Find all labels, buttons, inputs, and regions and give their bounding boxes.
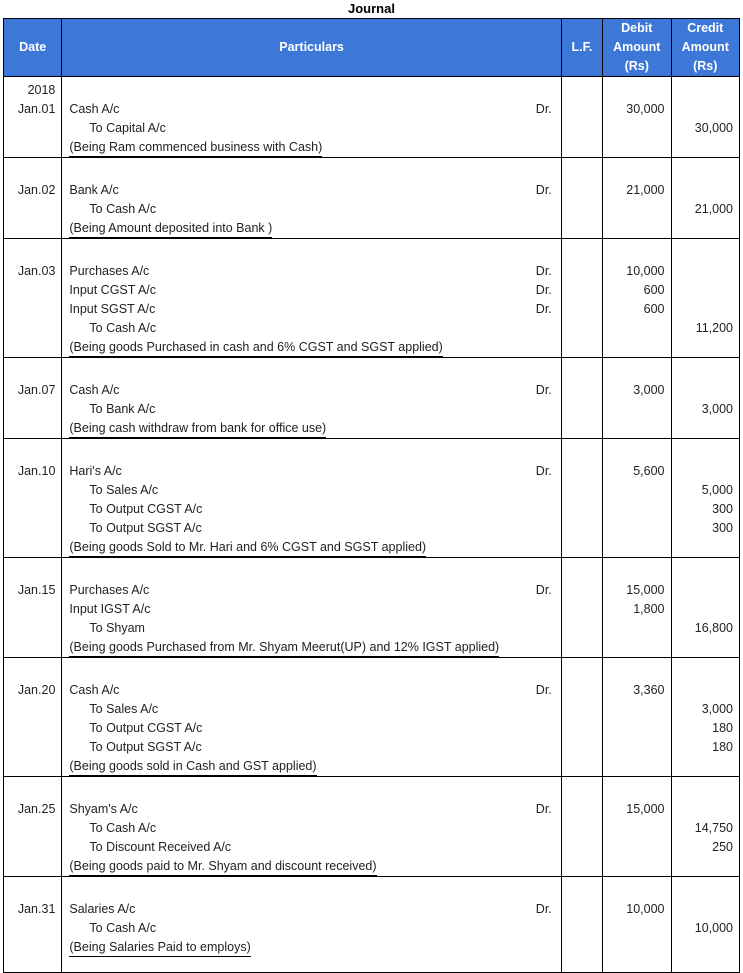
credit-amount: 300 bbox=[712, 502, 733, 516]
account-name: To Cash A/c bbox=[89, 821, 157, 835]
entry-particulars-cell bbox=[62, 558, 561, 658]
entry-lf-cell bbox=[561, 658, 602, 777]
debit-amount bbox=[603, 700, 664, 719]
credit-amount: 180 bbox=[712, 721, 733, 735]
account-name: To Sales A/c bbox=[89, 702, 159, 716]
entry-date-cell bbox=[4, 358, 62, 439]
journal-entry-row bbox=[4, 239, 740, 358]
narration: (Being Ram commenced business with Cash) bbox=[69, 138, 322, 157]
particular-line bbox=[69, 181, 560, 200]
journal-entry-row bbox=[4, 658, 740, 777]
account-name: To Output SGST A/c bbox=[89, 740, 202, 754]
narration: (Being cash withdraw from bank for office use) bbox=[69, 419, 326, 438]
account-name: To Output CGST A/c bbox=[89, 721, 203, 735]
debit-marker: Dr. bbox=[535, 464, 552, 478]
debit-marker: Dr. bbox=[535, 902, 552, 916]
account-name: Input IGST A/c bbox=[69, 602, 151, 616]
particular-line bbox=[69, 281, 560, 300]
debit-amount bbox=[603, 819, 664, 838]
entry-date: Jan.01 bbox=[17, 102, 56, 116]
credit-amount: 10,000 bbox=[694, 921, 733, 935]
debit-amount bbox=[603, 119, 664, 138]
debit-amount: 600 bbox=[643, 302, 665, 316]
debit-marker: Dr. bbox=[535, 283, 552, 297]
debit-marker: Dr. bbox=[535, 264, 552, 278]
credit-amount bbox=[672, 600, 734, 619]
entry-particulars-cell bbox=[62, 158, 561, 239]
credit-amount bbox=[672, 300, 734, 319]
entry-particulars-cell bbox=[62, 77, 561, 158]
account-name: To Discount Received A/c bbox=[89, 840, 232, 854]
narration-line bbox=[69, 857, 560, 876]
debit-marker: Dr. bbox=[535, 583, 552, 597]
journal-entry-row bbox=[4, 439, 740, 558]
particular-line bbox=[69, 900, 560, 919]
entry-debit-cell bbox=[603, 777, 671, 877]
narration-line bbox=[69, 338, 560, 357]
entry-date: Jan.25 bbox=[17, 802, 56, 816]
entry-date: Jan.07 bbox=[17, 383, 56, 397]
debit-marker: Dr. bbox=[535, 183, 552, 197]
account-name: Hari's A/c bbox=[69, 464, 122, 478]
debit-amount: 15,000 bbox=[626, 583, 665, 597]
narration: (Being goods Purchased in cash and 6% CGST and SGST applied) bbox=[69, 338, 442, 357]
account-name: To Cash A/c bbox=[89, 202, 157, 216]
debit-amount: 1,800 bbox=[633, 602, 665, 616]
credit-amount: 3,000 bbox=[701, 402, 733, 416]
entry-credit-cell bbox=[671, 439, 740, 558]
particular-line bbox=[69, 800, 560, 819]
particular-line bbox=[69, 300, 560, 319]
debit-amount bbox=[603, 619, 664, 638]
debit-amount bbox=[603, 838, 664, 857]
account-name: To Cash A/c bbox=[89, 321, 157, 335]
particular-line bbox=[69, 919, 560, 938]
journal-entry-row bbox=[4, 877, 740, 973]
particular-line bbox=[69, 119, 560, 138]
credit-amount: 30,000 bbox=[694, 121, 733, 135]
entry-date: Jan.31 bbox=[17, 902, 56, 916]
credit-amount bbox=[672, 262, 734, 281]
entry-credit-cell bbox=[671, 658, 740, 777]
narration-line bbox=[69, 757, 560, 776]
entry-date-cell bbox=[4, 239, 62, 358]
entry-credit-cell bbox=[671, 777, 740, 877]
particular-line bbox=[69, 400, 560, 419]
credit-amount bbox=[672, 181, 734, 200]
header-credit-line: Amount bbox=[681, 40, 729, 54]
header-credit bbox=[671, 19, 740, 77]
entry-credit-cell bbox=[671, 77, 740, 158]
entry-lf-cell bbox=[561, 877, 602, 973]
particular-line bbox=[69, 600, 560, 619]
debit-amount bbox=[603, 319, 664, 338]
debit-amount: 600 bbox=[643, 283, 665, 297]
header-credit-line: (Rs) bbox=[693, 59, 718, 73]
particular-line bbox=[69, 319, 560, 338]
header-particulars: Particulars bbox=[62, 19, 561, 77]
particular-line bbox=[69, 500, 560, 519]
account-name: Purchases A/c bbox=[69, 264, 150, 278]
entry-particulars-cell bbox=[62, 658, 561, 777]
entry-date: Jan.03 bbox=[17, 264, 56, 278]
narration: (Being Amount deposited into Bank ) bbox=[69, 219, 272, 238]
debit-amount bbox=[603, 719, 664, 738]
account-name: Purchases A/c bbox=[69, 583, 150, 597]
account-name: To Shyam bbox=[89, 621, 145, 635]
header-debit-line: Debit bbox=[621, 21, 653, 35]
particular-line bbox=[69, 619, 560, 638]
entry-lf-cell bbox=[561, 439, 602, 558]
particular-line bbox=[69, 481, 560, 500]
debit-amount: 10,000 bbox=[626, 264, 665, 278]
entry-date-cell bbox=[4, 877, 62, 973]
entry-particulars-cell bbox=[62, 358, 561, 439]
entry-debit-cell bbox=[603, 239, 671, 358]
entry-credit-cell bbox=[671, 358, 740, 439]
debit-amount: 5,600 bbox=[633, 464, 665, 478]
particular-line bbox=[69, 381, 560, 400]
entry-debit-cell bbox=[603, 658, 671, 777]
entry-date: Jan.20 bbox=[17, 683, 56, 697]
entry-date-cell bbox=[4, 77, 62, 158]
particular-line bbox=[69, 819, 560, 838]
header-row bbox=[4, 19, 740, 77]
credit-amount: 11,200 bbox=[695, 321, 733, 335]
credit-amount bbox=[672, 581, 734, 600]
entry-debit-cell bbox=[603, 558, 671, 658]
particular-line bbox=[69, 838, 560, 857]
entry-particulars-cell bbox=[62, 877, 561, 973]
credit-amount bbox=[672, 681, 734, 700]
debit-amount bbox=[603, 738, 664, 757]
credit-amount: 21,000 bbox=[694, 202, 733, 216]
header-date: Date bbox=[4, 19, 62, 77]
header-debit-line: Amount bbox=[613, 40, 661, 54]
header-lf: L.F. bbox=[561, 19, 602, 77]
credit-amount bbox=[672, 900, 734, 919]
particular-line bbox=[69, 462, 560, 481]
debit-marker: Dr. bbox=[535, 802, 552, 816]
entry-lf-cell bbox=[561, 777, 602, 877]
entry-particulars-cell bbox=[62, 439, 561, 558]
narration-line bbox=[69, 538, 560, 557]
account-name: To Bank A/c bbox=[89, 402, 156, 416]
particular-line bbox=[69, 200, 560, 219]
entry-debit-cell bbox=[603, 158, 671, 239]
credit-amount: 16,800 bbox=[694, 621, 733, 635]
narration: (Being goods Purchased from Mr. Shyam Meerut(UP) and 12% IGST applied) bbox=[69, 638, 499, 657]
account-name: Cash A/c bbox=[69, 102, 120, 116]
entry-credit-cell bbox=[671, 239, 740, 358]
debit-amount: 3,360 bbox=[633, 683, 665, 697]
credit-amount bbox=[672, 381, 734, 400]
journal-entry-row bbox=[4, 358, 740, 439]
entry-lf-cell bbox=[561, 558, 602, 658]
debit-amount bbox=[603, 481, 664, 500]
header-debit bbox=[603, 19, 671, 77]
narration: (Being Salaries Paid to employs) bbox=[69, 938, 250, 957]
entry-lf-cell bbox=[561, 239, 602, 358]
account-name: To Capital A/c bbox=[89, 121, 166, 135]
entry-particulars-cell bbox=[62, 239, 561, 358]
journal-entry-row bbox=[4, 158, 740, 239]
header-credit-line: Credit bbox=[687, 21, 724, 35]
journal-entry-row bbox=[4, 558, 740, 658]
account-name: Bank A/c bbox=[69, 183, 119, 197]
entry-credit-cell bbox=[671, 558, 740, 658]
debit-amount bbox=[603, 519, 664, 538]
entry-date: Jan.10 bbox=[17, 464, 56, 478]
particular-line bbox=[69, 262, 560, 281]
debit-marker: Dr. bbox=[535, 683, 552, 697]
entry-credit-cell bbox=[671, 877, 740, 973]
journal-title: Journal bbox=[348, 1, 395, 16]
debit-amount bbox=[603, 500, 664, 519]
narration-line bbox=[69, 419, 560, 438]
account-name: To Cash A/c bbox=[89, 921, 157, 935]
account-name: Input SGST A/c bbox=[69, 302, 156, 316]
entry-date-cell bbox=[4, 777, 62, 877]
account-name: To Output CGST A/c bbox=[89, 502, 203, 516]
entry-lf-cell bbox=[561, 77, 602, 158]
narration-line bbox=[69, 938, 560, 957]
debit-amount bbox=[603, 400, 664, 419]
credit-amount: 300 bbox=[712, 521, 733, 535]
entry-particulars-cell bbox=[62, 777, 561, 877]
debit-amount: 10,000 bbox=[626, 902, 665, 916]
debit-amount: 30,000 bbox=[626, 102, 665, 116]
narration: (Being goods Sold to Mr. Hari and 6% CGST and SGST applied) bbox=[69, 538, 426, 557]
debit-amount: 21,000 bbox=[626, 183, 665, 197]
credit-amount bbox=[672, 800, 734, 819]
journal-table bbox=[3, 18, 740, 973]
particular-line bbox=[69, 519, 560, 538]
credit-amount: 5,000 bbox=[701, 483, 733, 497]
journal-entry-row bbox=[4, 777, 740, 877]
account-name: To Sales A/c bbox=[89, 483, 159, 497]
entry-date-cell bbox=[4, 439, 62, 558]
credit-amount bbox=[672, 100, 734, 119]
account-name: Shyam's A/c bbox=[69, 802, 138, 816]
journal-entry-row bbox=[4, 77, 740, 158]
narration-line bbox=[69, 638, 560, 657]
account-name: Input CGST A/c bbox=[69, 283, 157, 297]
credit-amount: 180 bbox=[712, 740, 733, 754]
entry-debit-cell bbox=[603, 77, 671, 158]
account-name: Cash A/c bbox=[69, 383, 120, 397]
entry-debit-cell bbox=[603, 358, 671, 439]
debit-marker: Dr. bbox=[535, 102, 552, 116]
account-name: To Output SGST A/c bbox=[89, 521, 202, 535]
debit-marker: Dr. bbox=[535, 383, 552, 397]
credit-amount bbox=[672, 281, 734, 300]
entry-lf-cell bbox=[561, 158, 602, 239]
particular-line bbox=[69, 700, 560, 719]
narration: (Being goods sold in Cash and GST applied) bbox=[69, 757, 316, 776]
entry-year: 2018 bbox=[27, 83, 56, 97]
particular-line bbox=[69, 738, 560, 757]
entry-date-cell bbox=[4, 558, 62, 658]
entry-date-cell bbox=[4, 658, 62, 777]
header-debit-line: (Rs) bbox=[624, 59, 649, 73]
particular-line bbox=[69, 581, 560, 600]
particular-line bbox=[69, 719, 560, 738]
credit-amount: 250 bbox=[712, 840, 733, 854]
debit-amount: 3,000 bbox=[633, 383, 665, 397]
debit-amount bbox=[603, 919, 664, 938]
narration: (Being goods paid to Mr. Shyam and discount received) bbox=[69, 857, 376, 876]
entry-credit-cell bbox=[671, 158, 740, 239]
particular-line bbox=[69, 681, 560, 700]
entry-debit-cell bbox=[603, 439, 671, 558]
journal-body bbox=[4, 77, 740, 973]
entry-lf-cell bbox=[561, 358, 602, 439]
credit-amount: 3,000 bbox=[701, 702, 733, 716]
narration-line bbox=[69, 138, 560, 157]
account-name: Salaries A/c bbox=[69, 902, 136, 916]
account-name: Cash A/c bbox=[69, 683, 120, 697]
particular-line bbox=[69, 100, 560, 119]
entry-date-cell bbox=[4, 158, 62, 239]
entry-date: Jan.02 bbox=[17, 183, 56, 197]
entry-date: Jan.15 bbox=[17, 583, 56, 597]
debit-amount bbox=[603, 200, 664, 219]
debit-amount: 15,000 bbox=[626, 802, 665, 816]
credit-amount bbox=[672, 462, 734, 481]
credit-amount: 14,750 bbox=[694, 821, 733, 835]
narration-line bbox=[69, 219, 560, 238]
debit-marker: Dr. bbox=[535, 302, 552, 316]
entry-debit-cell bbox=[603, 877, 671, 973]
